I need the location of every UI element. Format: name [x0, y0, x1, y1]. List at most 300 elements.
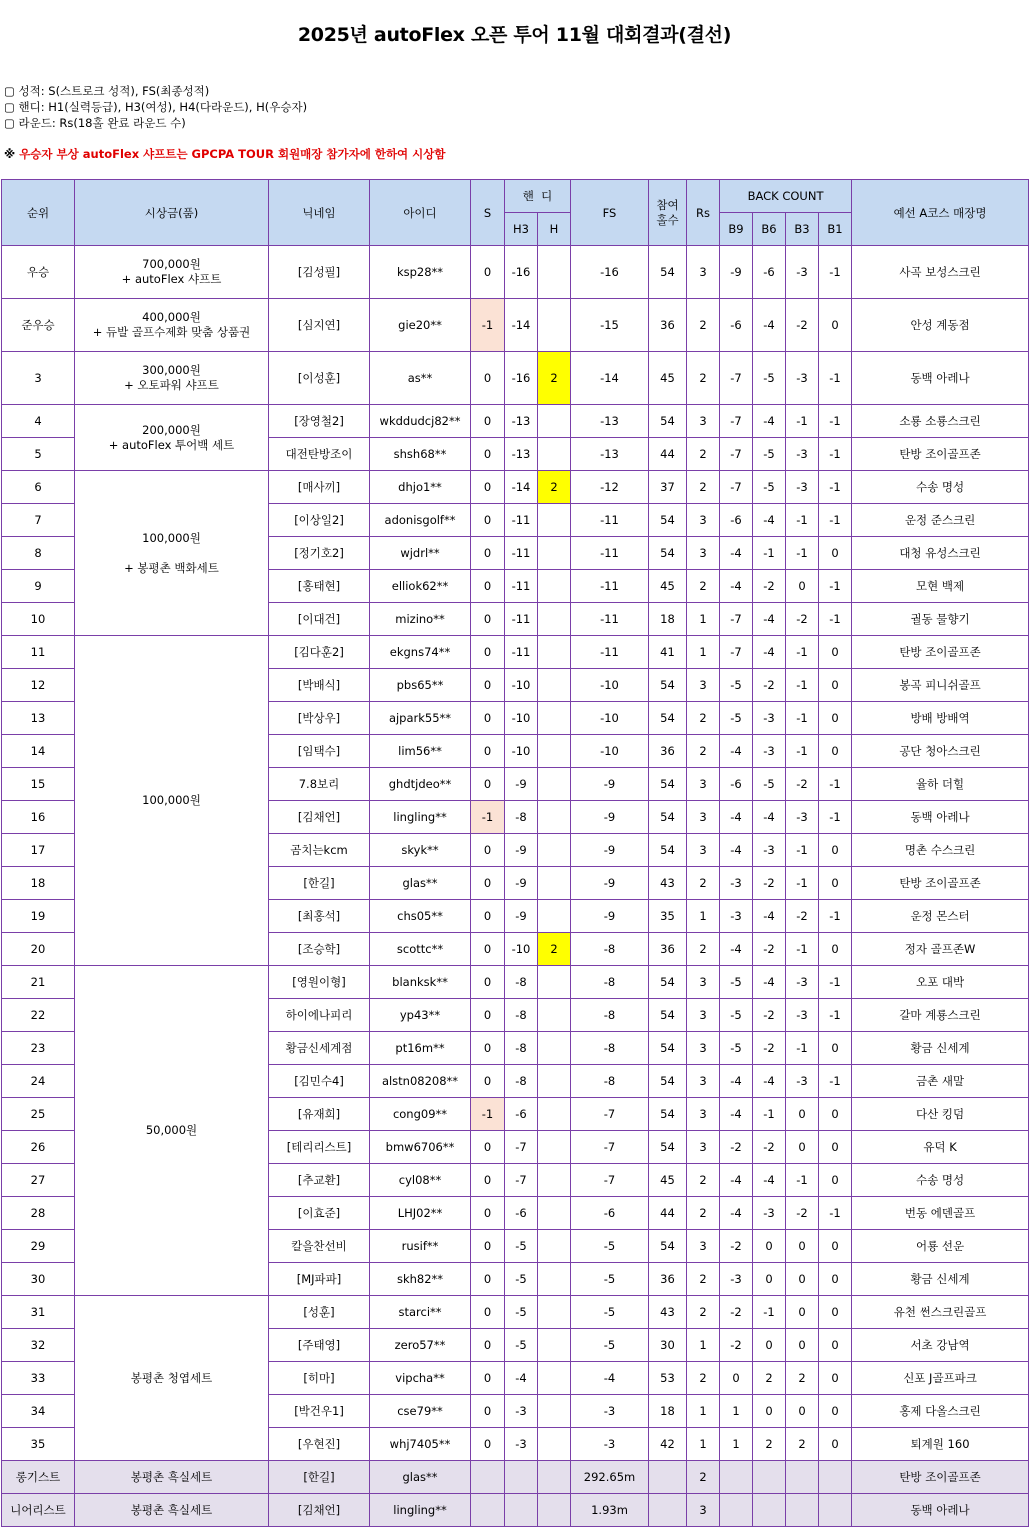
- prize-cell: [75, 966, 269, 1296]
- holes-cell: 54: [649, 1230, 687, 1263]
- b9-cell: -4: [720, 1098, 753, 1131]
- b3-cell: -1: [786, 735, 819, 768]
- fs-cell: -3: [571, 1428, 649, 1461]
- b6-cell: 0: [753, 1230, 786, 1263]
- b6-cell: [753, 1494, 786, 1527]
- store-cell: 방배 방배역: [852, 702, 1029, 735]
- b3-cell: 0: [786, 1131, 819, 1164]
- h3-cell: -9: [505, 900, 538, 933]
- s-cell: 0: [471, 438, 505, 471]
- nickname-cell: [한길]: [269, 1461, 370, 1494]
- b1-cell: 0: [819, 1131, 852, 1164]
- rank-cell: 35: [2, 1428, 75, 1461]
- rs-cell: 2: [687, 702, 720, 735]
- rank-cell: 7: [2, 504, 75, 537]
- id-cell: dhjo1**: [370, 471, 471, 504]
- prize-line: 300,000원: [142, 363, 201, 377]
- h-cell: [538, 999, 571, 1032]
- b1-cell: -1: [819, 999, 852, 1032]
- table-row: [2, 966, 1029, 999]
- b3-cell: [786, 1461, 819, 1494]
- b6-cell: -2: [753, 999, 786, 1032]
- store-cell: 탄방 조이골프존: [852, 867, 1029, 900]
- s-cell: 0: [471, 834, 505, 867]
- special-award-row: [2, 1494, 1029, 1527]
- h-cell: [538, 1164, 571, 1197]
- h-cell: [538, 438, 571, 471]
- rank-cell: 15: [2, 768, 75, 801]
- fs-cell: -10: [571, 669, 649, 702]
- b3-cell: -2: [786, 299, 819, 352]
- h-cell: [538, 1395, 571, 1428]
- id-cell: cong09**: [370, 1098, 471, 1131]
- fs-cell: -4: [571, 1362, 649, 1395]
- b3-cell: -1: [786, 702, 819, 735]
- b3-cell: -3: [786, 471, 819, 504]
- id-cell: shsh68**: [370, 438, 471, 471]
- id-cell: mizino**: [370, 603, 471, 636]
- rs-cell: 2: [687, 352, 720, 405]
- b9-cell: -4: [720, 1197, 753, 1230]
- b9-cell: -4: [720, 570, 753, 603]
- b9-cell: -5: [720, 999, 753, 1032]
- rank-cell: 32: [2, 1329, 75, 1362]
- h3-cell: -5: [505, 1230, 538, 1263]
- rank-cell: 16: [2, 801, 75, 834]
- rank-cell: 5: [2, 438, 75, 471]
- holes-cell: 30: [649, 1329, 687, 1362]
- nickname-cell: [최홍석]: [269, 900, 370, 933]
- h3-cell: -11: [505, 636, 538, 669]
- holes-cell: 37: [649, 471, 687, 504]
- id-cell: cyl08**: [370, 1164, 471, 1197]
- prize-cell: 봉평촌 흑실세트: [75, 1494, 269, 1527]
- b6-cell: -4: [753, 801, 786, 834]
- store-cell: 퇴계원 160: [852, 1428, 1029, 1461]
- b9-cell: -4: [720, 537, 753, 570]
- b9-cell: -3: [720, 1263, 753, 1296]
- rs-cell: 1: [687, 603, 720, 636]
- nickname-cell: [박배식]: [269, 669, 370, 702]
- nickname-cell: [유재희]: [269, 1098, 370, 1131]
- b6-cell: -3: [753, 834, 786, 867]
- fs-cell: -8: [571, 999, 649, 1032]
- award-name-cell: 롱기스트: [2, 1461, 75, 1494]
- rank-cell: 30: [2, 1263, 75, 1296]
- s-cell: 0: [471, 1197, 505, 1230]
- header-handi: [505, 180, 571, 213]
- rank-cell: 10: [2, 603, 75, 636]
- h3-cell: -11: [505, 504, 538, 537]
- rank-cell: 12: [2, 669, 75, 702]
- s-cell: 0: [471, 405, 505, 438]
- rank-cell: 3: [2, 352, 75, 405]
- h3-cell: -3: [505, 1395, 538, 1428]
- b1-cell: -1: [819, 801, 852, 834]
- nickname-cell: [김성필]: [269, 246, 370, 299]
- b3-cell: 0: [786, 570, 819, 603]
- store-cell: 탄방 조이골프존: [852, 438, 1029, 471]
- fs-cell: -8: [571, 966, 649, 999]
- b9-cell: -7: [720, 471, 753, 504]
- h-cell: [538, 1296, 571, 1329]
- b1-cell: -1: [819, 966, 852, 999]
- nickname-cell: [주태영]: [269, 1329, 370, 1362]
- store-cell: 어룡 선운: [852, 1230, 1029, 1263]
- b9-cell: -7: [720, 438, 753, 471]
- fs-cell: -5: [571, 1296, 649, 1329]
- b3-cell: -3: [786, 352, 819, 405]
- id-cell: bmw6706**: [370, 1131, 471, 1164]
- h3-cell: -3: [505, 1428, 538, 1461]
- note-score: ▢ 성적: S(스트로크 성적), FS(최종성적): [4, 84, 210, 98]
- h-cell: [538, 966, 571, 999]
- b3-cell: 0: [786, 1230, 819, 1263]
- header-nickname: 닉네임: [269, 180, 370, 246]
- prize-cell: [75, 405, 269, 471]
- holes-cell: 45: [649, 1164, 687, 1197]
- s-cell: 0: [471, 702, 505, 735]
- header-holes: [649, 180, 687, 246]
- header-holes-label: 참여 홀수: [656, 197, 679, 227]
- b9-cell: -6: [720, 504, 753, 537]
- rs-cell: 3: [687, 1230, 720, 1263]
- id-cell: wjdrl**: [370, 537, 471, 570]
- rs-cell: 3: [687, 801, 720, 834]
- b6-cell: -2: [753, 1032, 786, 1065]
- rs-cell: 3: [687, 768, 720, 801]
- b6-cell: -4: [753, 1065, 786, 1098]
- b6-cell: 0: [753, 1263, 786, 1296]
- store-cell: 황금 신세계: [852, 1032, 1029, 1065]
- rs-cell: 1: [687, 1329, 720, 1362]
- holes-cell: 42: [649, 1428, 687, 1461]
- b3-cell: -1: [786, 636, 819, 669]
- prize-line: 봉평촌 청엽세트: [130, 1370, 213, 1385]
- h3-cell: -6: [505, 1197, 538, 1230]
- h3-cell: [505, 1494, 538, 1527]
- b1-cell: 0: [819, 1362, 852, 1395]
- h-cell: [538, 1065, 571, 1098]
- holes-cell: 43: [649, 867, 687, 900]
- b6-cell: -2: [753, 570, 786, 603]
- b6-cell: 0: [753, 1395, 786, 1428]
- h3-cell: -10: [505, 669, 538, 702]
- holes-cell: 54: [649, 537, 687, 570]
- h-cell: [538, 603, 571, 636]
- h3-cell: -8: [505, 966, 538, 999]
- s-cell: [471, 1494, 505, 1527]
- distance-cell: 1.93m: [571, 1494, 649, 1527]
- b9-cell: -4: [720, 1164, 753, 1197]
- b9-cell: -5: [720, 966, 753, 999]
- b6-cell: -5: [753, 768, 786, 801]
- rank-cell: 23: [2, 1032, 75, 1065]
- store-cell: 공단 청아스크린: [852, 735, 1029, 768]
- h-cell: [538, 299, 571, 352]
- store-cell: 사곡 보성스크린: [852, 246, 1029, 299]
- store-cell: 유천 썬스크린골프: [852, 1296, 1029, 1329]
- h3-cell: -8: [505, 999, 538, 1032]
- s-cell: 0: [471, 867, 505, 900]
- rank-cell: 24: [2, 1065, 75, 1098]
- fs-cell: -11: [571, 636, 649, 669]
- store-cell: 서초 강남역: [852, 1329, 1029, 1362]
- rank-cell: 준우승: [2, 299, 75, 352]
- id-cell: alstn08208**: [370, 1065, 471, 1098]
- h3-cell: -7: [505, 1131, 538, 1164]
- b3-cell: -3: [786, 1065, 819, 1098]
- b6-cell: -4: [753, 900, 786, 933]
- holes-cell: 54: [649, 801, 687, 834]
- b6-cell: -4: [753, 504, 786, 537]
- s-cell: 0: [471, 471, 505, 504]
- nickname-cell: [김채언]: [269, 801, 370, 834]
- b3-cell: 2: [786, 1428, 819, 1461]
- h3-cell: -5: [505, 1329, 538, 1362]
- store-cell: 갈마 계룡스크린: [852, 999, 1029, 1032]
- rs-cell: 2: [687, 471, 720, 504]
- b1-cell: -1: [819, 352, 852, 405]
- header-backcount: BACK COUNT: [720, 180, 852, 213]
- b3-cell: 0: [786, 1329, 819, 1362]
- b1-cell: -1: [819, 1065, 852, 1098]
- b1-cell: 0: [819, 834, 852, 867]
- s-cell: 0: [471, 636, 505, 669]
- b3-cell: -2: [786, 603, 819, 636]
- h3-cell: -8: [505, 1065, 538, 1098]
- prize-cell: 봉평촌 흑실세트: [75, 1461, 269, 1494]
- h-cell: [538, 1131, 571, 1164]
- s-cell: 0: [471, 352, 505, 405]
- h3-cell: -9: [505, 834, 538, 867]
- fs-cell: -7: [571, 1164, 649, 1197]
- holes-cell: 53: [649, 1362, 687, 1395]
- store-cell: 모현 백제: [852, 570, 1029, 603]
- fs-cell: -11: [571, 603, 649, 636]
- rank-cell: 28: [2, 1197, 75, 1230]
- b1-cell: 0: [819, 1230, 852, 1263]
- nickname-cell: [정기호2]: [269, 537, 370, 570]
- rs-cell: 2: [687, 1197, 720, 1230]
- b1-cell: 0: [819, 1395, 852, 1428]
- h3-cell: -10: [505, 735, 538, 768]
- h-cell: [538, 834, 571, 867]
- id-cell: ekgns74**: [370, 636, 471, 669]
- id-cell: vipcha**: [370, 1362, 471, 1395]
- h-cell: [538, 1461, 571, 1494]
- holes-cell: 41: [649, 636, 687, 669]
- h3-cell: -5: [505, 1296, 538, 1329]
- b1-cell: -1: [819, 900, 852, 933]
- h3-cell: -5: [505, 1263, 538, 1296]
- h3-cell: -16: [505, 352, 538, 405]
- rs-cell: 3: [687, 246, 720, 299]
- b9-cell: -4: [720, 834, 753, 867]
- rank-cell: 22: [2, 999, 75, 1032]
- fs-cell: -9: [571, 867, 649, 900]
- special-award-row: [2, 1461, 1029, 1494]
- store-cell: 수송 명성: [852, 471, 1029, 504]
- nickname-cell: [이성훈]: [269, 352, 370, 405]
- prize-line: + autoFlex 투어백 세트: [108, 437, 235, 452]
- holes-cell: 54: [649, 834, 687, 867]
- header-b6: B6: [753, 213, 786, 246]
- holes-cell: 54: [649, 504, 687, 537]
- fs-cell: -7: [571, 1098, 649, 1131]
- h3-cell: -13: [505, 405, 538, 438]
- table-row: [2, 1296, 1029, 1329]
- b9-cell: -6: [720, 299, 753, 352]
- store-cell: 금촌 새말: [852, 1065, 1029, 1098]
- holes-cell: 36: [649, 1263, 687, 1296]
- nickname-cell: [이상일2]: [269, 504, 370, 537]
- nickname-cell: [한길]: [269, 867, 370, 900]
- rs-cell: 3: [687, 1065, 720, 1098]
- s-cell: 0: [471, 966, 505, 999]
- rs-cell: 2: [687, 867, 720, 900]
- nickname-cell: [장영철2]: [269, 405, 370, 438]
- h3-cell: -10: [505, 933, 538, 966]
- id-cell: rusif**: [370, 1230, 471, 1263]
- store-cell: 수송 명성: [852, 1164, 1029, 1197]
- b3-cell: -2: [786, 768, 819, 801]
- nickname-cell: 칼을찬선비: [269, 1230, 370, 1263]
- nickname-cell: [매사끼]: [269, 471, 370, 504]
- store-cell: 안성 계동점: [852, 299, 1029, 352]
- h3-cell: -7: [505, 1164, 538, 1197]
- h-cell: [538, 1428, 571, 1461]
- holes-cell: 45: [649, 352, 687, 405]
- b1-cell: -1: [819, 504, 852, 537]
- s-cell: 0: [471, 1164, 505, 1197]
- fs-cell: -13: [571, 438, 649, 471]
- h-cell: 2: [538, 352, 571, 405]
- holes-cell: 54: [649, 1098, 687, 1131]
- b6-cell: -5: [753, 352, 786, 405]
- b6-cell: -3: [753, 735, 786, 768]
- b6-cell: -6: [753, 246, 786, 299]
- prize-cell: [75, 471, 269, 636]
- rs-cell: 3: [687, 669, 720, 702]
- b1-cell: -1: [819, 405, 852, 438]
- nickname-cell: [김민수4]: [269, 1065, 370, 1098]
- b9-cell: -3: [720, 867, 753, 900]
- store-cell: 황금 신세계: [852, 1263, 1029, 1296]
- header-rank: 순위: [2, 180, 75, 246]
- table-row: [2, 246, 1029, 299]
- rank-cell: 9: [2, 570, 75, 603]
- b9-cell: -4: [720, 933, 753, 966]
- b6-cell: -1: [753, 1296, 786, 1329]
- b6-cell: -4: [753, 603, 786, 636]
- id-cell: adonisgolf**: [370, 504, 471, 537]
- id-cell: ksp28**: [370, 246, 471, 299]
- h-cell: [538, 1098, 571, 1131]
- fs-cell: -9: [571, 801, 649, 834]
- b9-cell: -7: [720, 636, 753, 669]
- id-cell: whj7405**: [370, 1428, 471, 1461]
- id-cell: gie20**: [370, 299, 471, 352]
- b6-cell: -1: [753, 1098, 786, 1131]
- store-cell: 운정 몬스터: [852, 900, 1029, 933]
- rs-cell: 3: [687, 999, 720, 1032]
- b3-cell: -3: [786, 801, 819, 834]
- s-cell: 0: [471, 246, 505, 299]
- b9-cell: -5: [720, 1032, 753, 1065]
- notice-mark: ※: [4, 147, 16, 161]
- nickname-cell: [추교환]: [269, 1164, 370, 1197]
- b3-cell: -1: [786, 537, 819, 570]
- fs-cell: -3: [571, 1395, 649, 1428]
- b1-cell: 0: [819, 735, 852, 768]
- b3-cell: -1: [786, 504, 819, 537]
- s-cell: [471, 1461, 505, 1494]
- rs-cell: 2: [687, 1164, 720, 1197]
- h-cell: [538, 246, 571, 299]
- header-b3: B3: [786, 213, 819, 246]
- id-cell: scottc**: [370, 933, 471, 966]
- b9-cell: -6: [720, 768, 753, 801]
- header-fs: FS: [571, 180, 649, 246]
- b6-cell: -3: [753, 702, 786, 735]
- holes-cell: 54: [649, 999, 687, 1032]
- nickname-cell: [김채언]: [269, 1494, 370, 1527]
- nickname-cell: [성훈]: [269, 1296, 370, 1329]
- h3-cell: -11: [505, 537, 538, 570]
- b9-cell: 1: [720, 1428, 753, 1461]
- h3-cell: -9: [505, 768, 538, 801]
- rank-cell: 20: [2, 933, 75, 966]
- h-cell: [538, 1494, 571, 1527]
- note-round: ▢ 라운드: Rs(18홀 완료 라운드 수): [4, 116, 186, 130]
- rs-cell: 3: [687, 1098, 720, 1131]
- nickname-cell: [조승학]: [269, 933, 370, 966]
- nickname-cell: 대전탄방조이: [269, 438, 370, 471]
- header-prize: 시상금(품): [75, 180, 269, 246]
- fs-cell: -9: [571, 834, 649, 867]
- nickname-cell: [심지연]: [269, 299, 370, 352]
- b6-cell: -4: [753, 1164, 786, 1197]
- fs-cell: -9: [571, 900, 649, 933]
- b3-cell: 0: [786, 1098, 819, 1131]
- store-cell: 봉곡 피니쉬골프: [852, 669, 1029, 702]
- h-cell: [538, 537, 571, 570]
- h-cell: [538, 1230, 571, 1263]
- b1-cell: 0: [819, 702, 852, 735]
- b1-cell: 0: [819, 299, 852, 352]
- distance-cell: 292.65m: [571, 1461, 649, 1494]
- holes-cell: [649, 1494, 687, 1527]
- b1-cell: [819, 1461, 852, 1494]
- rs-cell: 2: [687, 1362, 720, 1395]
- h-cell: [538, 768, 571, 801]
- nickname-cell: 황금신세계점: [269, 1032, 370, 1065]
- fs-cell: -11: [571, 504, 649, 537]
- nickname-cell: 7.8보리: [269, 768, 370, 801]
- rs-cell: 3: [687, 1032, 720, 1065]
- b6-cell: -3: [753, 1197, 786, 1230]
- s-cell: 0: [471, 1263, 505, 1296]
- b9-cell: -7: [720, 603, 753, 636]
- prize-cell: [75, 636, 269, 966]
- store-cell: 홍제 다올스크린: [852, 1395, 1029, 1428]
- prize-line: 50,000원: [145, 1123, 198, 1137]
- rank-cell: 26: [2, 1131, 75, 1164]
- store-cell: 정자 골프존W: [852, 933, 1029, 966]
- s-cell: 0: [471, 537, 505, 570]
- fs-cell: -13: [571, 405, 649, 438]
